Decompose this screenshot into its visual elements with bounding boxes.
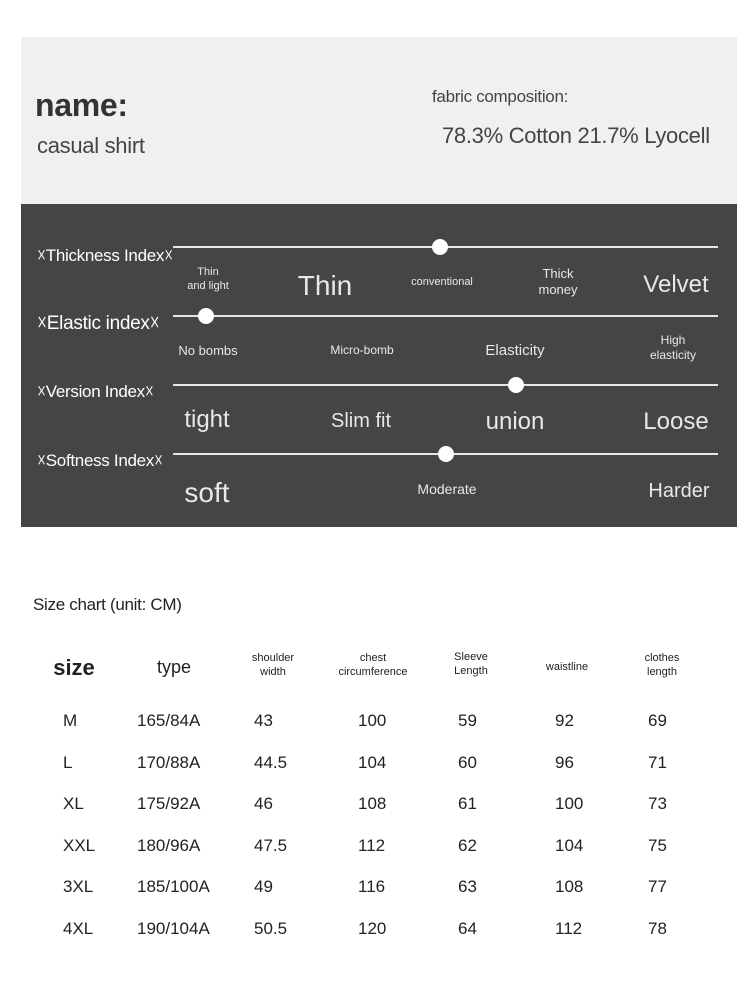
shoulder-width-cell: 44.5 [254,752,288,772]
softness-index-marker [438,446,454,462]
softness-index-title: ☓Softness Index☓ [37,451,163,470]
thickness-index-line [173,246,718,248]
chest-cell: 104 [358,752,387,772]
shoulder-width-cell: 46 [254,794,273,813]
sleeve-length-cell: 63 [458,877,477,896]
clothes-length-cell: 73 [648,794,667,813]
version-index-marker [508,377,524,393]
sleeve-length-cell: 64 [458,918,477,938]
chest-cell: 108 [358,794,387,813]
thickness-option: Velvet [643,271,709,298]
softness-index-line [173,453,718,455]
name-label: name: [35,87,128,123]
clothes-length-cell: 78 [648,918,667,938]
product-name: casual shirt [37,133,145,158]
elastic-option: High elasticity [649,333,696,362]
sleeve-length-column-header: Sleeve Length [454,651,488,678]
size-chart-title: Size chart (unit: CM) [33,595,182,614]
version-index-title: ☓Version Index☓ [37,382,154,401]
chest-column-header: chest circumference [338,652,408,679]
size-cell: XXL [63,835,96,855]
clothes-length-cell: 75 [648,835,667,855]
elastic-option: No bombs [178,343,238,358]
waistline-cell: 96 [555,752,574,772]
elastic-index-marker [198,308,214,324]
type-cell: 190/104A [137,918,210,938]
type-cell: 180/96A [137,835,201,855]
chest-cell: 116 [358,877,386,896]
size-cell: 4XL [63,918,94,938]
elastic-option: Elasticity [485,342,545,359]
type-cell: 170/88A [137,752,201,772]
sleeve-length-cell: 60 [458,752,477,772]
sleeve-length-cell: 62 [458,835,477,855]
waistline-cell: 108 [555,877,584,896]
elastic-option: Micro-bomb [330,343,394,357]
softness-option: soft [184,477,230,508]
version-option: tight [184,406,230,433]
shoulder-width-cell: 49 [254,877,273,896]
sleeve-length-cell: 59 [458,711,477,730]
thickness-option: conventional [411,276,473,288]
clothes-length-column-header: clothes length [644,652,680,679]
shoulder-width-cell: 47.5 [254,835,288,855]
size-cell: L [63,752,73,772]
version-option: Loose [643,408,709,435]
sleeve-length-cell: 61 [458,794,477,813]
fabric-label: fabric composition: [432,87,569,106]
type-cell: 175/92A [137,794,201,813]
size-cell: XL [63,794,84,813]
clothes-length-cell: 71 [648,752,667,772]
type-cell: 185/100A [137,877,210,896]
elastic-index-line [173,315,718,317]
shoulder-width-cell: 43 [254,711,273,730]
product-header [21,37,737,204]
type-column-header: type [156,657,192,677]
waistline-cell: 112 [555,918,583,938]
chest-cell: 112 [358,835,386,855]
thickness-index-marker [432,239,448,255]
shoulder-width-column-header: shoulder width [251,652,295,679]
clothes-length-cell: 69 [648,711,667,730]
chest-cell: 100 [358,711,387,730]
size-cell: M [63,711,78,730]
type-cell: 165/84A [137,711,201,730]
version-option: Slim fit [331,410,391,432]
thickness-option: Thin [297,270,353,301]
size-column-header: size [53,655,95,680]
thickness-option: Thin and light [187,266,229,292]
fabric-index-panel [21,204,737,527]
shoulder-width-cell: 50.5 [254,918,288,938]
chest-cell: 120 [358,918,387,938]
waistline-cell: 104 [555,835,584,855]
thickness-option: Thick money [538,266,578,298]
elastic-index-title: ☓Elastic index☓ [37,313,160,334]
size-cell: 3XL [63,877,94,896]
fabric-composition: 78.3% Cotton 21.7% Lyocell [442,123,710,148]
softness-option: Harder [648,480,710,502]
waistline-column-header: waistline [545,661,589,673]
clothes-length-cell: 77 [648,877,667,896]
version-option: union [485,408,545,435]
softness-option: Moderate [417,481,477,497]
version-index-line [173,384,718,386]
waistline-cell: 92 [555,711,574,730]
thickness-index-title: ☓Thickness Index☓ [37,246,173,265]
waistline-cell: 100 [555,794,584,813]
